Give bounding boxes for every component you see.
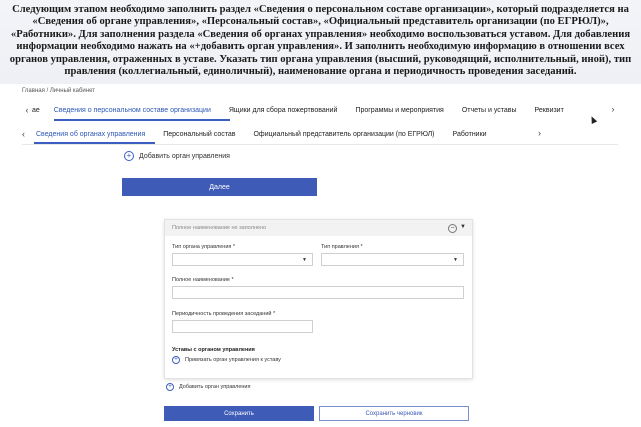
chevron-right-icon[interactable]: ›: [611, 104, 615, 114]
tab-governance-bodies[interactable]: Сведения об органах управления: [36, 130, 146, 138]
add-governance-body-top[interactable]: [124, 151, 230, 161]
main-tabs: [22, 101, 618, 119]
active-tab-indicator: [54, 119, 230, 121]
tab-personnel-info[interactable]: Сведения о персональном составе организации: [53, 106, 211, 114]
meeting-frequency-label: Периодичность проведения заседаний *: [172, 311, 276, 317]
governance-type-label: Тип органа управления *: [172, 244, 236, 250]
instruction-text: Следующим этапом необходимо заполнить раздел «Сведения о персональном составе организации», который подразделяется на «Сведения об органе управления», «Персональный состав», «Официальный представитель организации (по ЕГРЮЛ)», «Работники». Для заполнения раздела «Сведения об органах управления» необходимо воспользоваться уставом. Для добавления информации необходимо нажать на «+добавить орган управления». И заполнить необходимую информацию в отношении всех органов управления, отраженных в уставе. Указать тип органа управления (высший, руководящий, исполнительный, иной), тип правления (коллегиальный, единоличный), наименование органа и периодичность проведения заседаний.: [9, 4, 632, 78]
add-governance-body-bottom[interactable]: [166, 383, 250, 391]
attach-statute-label: Привязать орган управления к уставу: [185, 357, 281, 363]
dropdown-arrow-icon: ▼: [302, 257, 307, 263]
full-name-label: Полное наименование *: [172, 277, 234, 283]
chevron-right-icon[interactable]: ›: [538, 128, 541, 138]
plus-circle-icon: +: [172, 356, 180, 364]
chevron-left-icon[interactable]: ‹: [22, 129, 25, 139]
next-button[interactable]: Далее: [122, 178, 317, 196]
save-button[interactable]: Сохранить: [164, 406, 314, 421]
tab-reports[interactable]: Отчеты и уставы: [461, 106, 517, 114]
add-governance-body-label: Добавить орган управления: [139, 152, 230, 160]
tab-requisites[interactable]: Реквизит: [534, 106, 564, 114]
tab-truncated[interactable]: ае: [32, 106, 40, 114]
board-type-label: Тип правления *: [321, 244, 363, 250]
tab-donation-boxes[interactable]: Ящики для сбора пожертвований: [228, 106, 338, 114]
instruction-banner: [0, 0, 641, 84]
minus-circle-icon[interactable]: −: [448, 224, 457, 233]
plus-circle-icon: +: [166, 383, 174, 391]
save-draft-button[interactable]: Сохранить черновик: [319, 406, 469, 421]
card-header-placeholder: Полное наименование не заполнено: [172, 225, 267, 231]
meeting-frequency-input[interactable]: [172, 320, 313, 333]
full-name-input[interactable]: [172, 286, 464, 299]
board-type-select[interactable]: [321, 253, 464, 266]
plus-circle-icon: +: [124, 151, 134, 161]
tab-official-representative[interactable]: Официальный представитель организации (по ЕГРЮЛ): [253, 130, 435, 138]
card-header[interactable]: [165, 220, 472, 236]
tab-employees[interactable]: Работники: [452, 130, 487, 138]
governance-type-select[interactable]: [172, 253, 313, 266]
statutes-label: Уставы с органом управления: [172, 347, 255, 353]
governance-body-card: [164, 219, 473, 379]
chevron-left-icon[interactable]: ‹: [25, 105, 29, 115]
tab-personal-staff[interactable]: Персональный состав: [163, 130, 236, 138]
breadcrumb[interactable]: Главная / Личный кабинет: [22, 88, 95, 94]
divider: [22, 144, 618, 145]
sub-tabs: [22, 126, 552, 142]
dropdown-arrow-icon: ▼: [453, 257, 458, 263]
tab-programs[interactable]: Программы и мероприятия: [355, 106, 444, 114]
caret-down-icon[interactable]: ▼: [460, 224, 466, 230]
add-governance-body-label: Добавить орган управления: [179, 384, 251, 390]
attach-statute-button[interactable]: [172, 356, 281, 364]
